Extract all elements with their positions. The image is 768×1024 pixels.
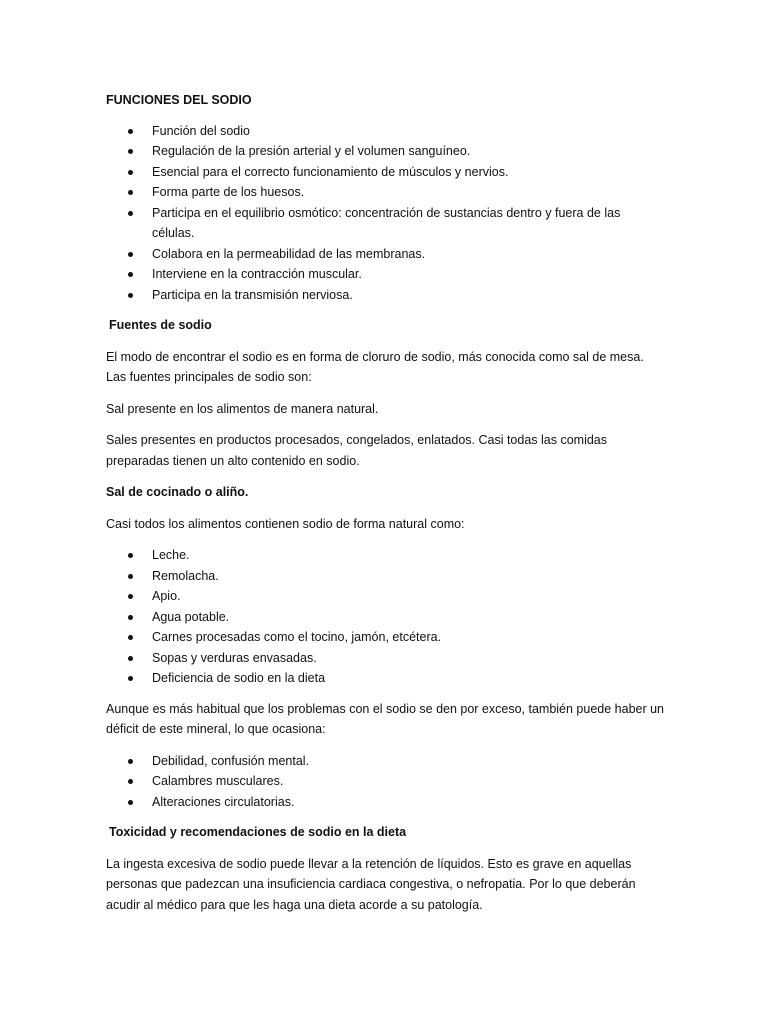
bullet-icon (128, 293, 133, 298)
bullet-icon (128, 656, 133, 661)
list-item (106, 792, 666, 813)
source-processed: Sales presentes en productos procesados, congelados, enlatados. Casi todas las comidas preparadas tienen un alto contenido en sodio. (106, 433, 607, 468)
list-item (106, 162, 666, 183)
list-item (106, 285, 666, 306)
list-item (106, 121, 666, 142)
list-item-text: Agua potable. (152, 609, 230, 624)
list-item-text: Forma parte de los huesos. (152, 185, 305, 199)
list-item (106, 668, 666, 689)
source-cooking: Sal de cocinado o aliño. (106, 485, 249, 499)
list-item (106, 203, 666, 244)
list-item-text: Sopas y verduras envasadas. (152, 650, 317, 665)
functions-list (106, 121, 666, 306)
list-item (106, 607, 666, 628)
list-item (106, 586, 666, 607)
foods-list (106, 545, 666, 689)
document-body (106, 90, 666, 926)
list-item-text: Función del sodio (152, 123, 250, 138)
list-item-text: Debilidad, confusión mental. (152, 753, 310, 768)
bullet-icon (128, 190, 133, 195)
list-item (106, 264, 666, 285)
bullet-icon (128, 635, 133, 640)
list-item-text: Apio. (152, 589, 181, 603)
list-item (106, 566, 666, 587)
list-item (106, 545, 666, 566)
bullet-icon (128, 129, 133, 134)
bullet-icon (128, 272, 133, 277)
deficiency-list (106, 751, 666, 813)
deficiency-text: Aunque es más habitual que los problemas con el sodio se den por exceso, también puede haber un déficit de este mineral, lo que ocasiona: (106, 701, 665, 736)
foods-intro: Casi todos los alimentos contienen sodio de forma natural como: (106, 516, 465, 531)
bullet-icon (128, 676, 133, 681)
bullet-icon (128, 149, 133, 154)
list-item (106, 141, 666, 162)
bullet-icon (128, 170, 133, 175)
toxicity-heading: Toxicidad y recomendaciones de sodio en la dieta (109, 825, 407, 839)
bullet-icon (128, 594, 133, 599)
list-item (106, 771, 666, 792)
list-item-text: Interviene en la contracción muscular. (152, 267, 362, 281)
sources-heading: Fuentes de sodio (109, 318, 212, 332)
list-item-text: Leche. (152, 548, 190, 562)
list-item-text: Participa en la transmisión nerviosa. (152, 287, 353, 302)
bullet-icon (128, 759, 133, 764)
bullet-icon (128, 252, 133, 257)
list-item (106, 648, 666, 669)
bullet-icon (128, 553, 133, 558)
list-item-text: Esencial para el correcto funcionamiento de músculos y nervios. (152, 164, 509, 179)
list-item-text: Alteraciones circulatorias. (152, 794, 295, 809)
list-item-text: Remolacha. (152, 568, 219, 583)
list-item-text: Colabora en la permeabilidad de las membranas. (152, 246, 426, 261)
list-item-text: Deficiencia de sodio en la dieta (152, 671, 326, 685)
bullet-icon (128, 574, 133, 579)
list-item (106, 751, 666, 772)
sources-intro: El modo de encontrar el sodio es en forma de cloruro de sodio, más conocida como sal de mesa. Las fuentes principales de sodio son: (106, 349, 644, 384)
list-item (106, 244, 666, 265)
list-item (106, 627, 666, 648)
list-item-text: Carnes procesadas como el tocino, jamón, etcétera. (152, 630, 442, 644)
list-item (106, 182, 666, 203)
list-item-text: Participa en el equilibrio osmótico: concentración de sustancias dentro y fuera de las células. (152, 205, 621, 240)
bullet-icon (128, 779, 133, 784)
bullet-icon (128, 615, 133, 620)
list-item-text: Calambres musculares. (152, 774, 284, 788)
toxicity-text: La ingesta excesiva de sodio puede llevar a la retención de líquidos. Esto es grave en aquellas personas que padezcan una insuficiencia cardiaca congestiva, o nefropatia. Por lo que deberán acudir al médico para que les haga una dieta acorde a su patología. (106, 856, 636, 912)
document-title: FUNCIONES DEL SODIO (106, 93, 252, 107)
bullet-icon (128, 800, 133, 805)
list-item-text: Regulación de la presión arterial y el volumen sanguíneo. (152, 144, 471, 158)
bullet-icon (128, 211, 133, 216)
source-natural: Sal presente en los alimentos de manera natural. (106, 401, 379, 416)
